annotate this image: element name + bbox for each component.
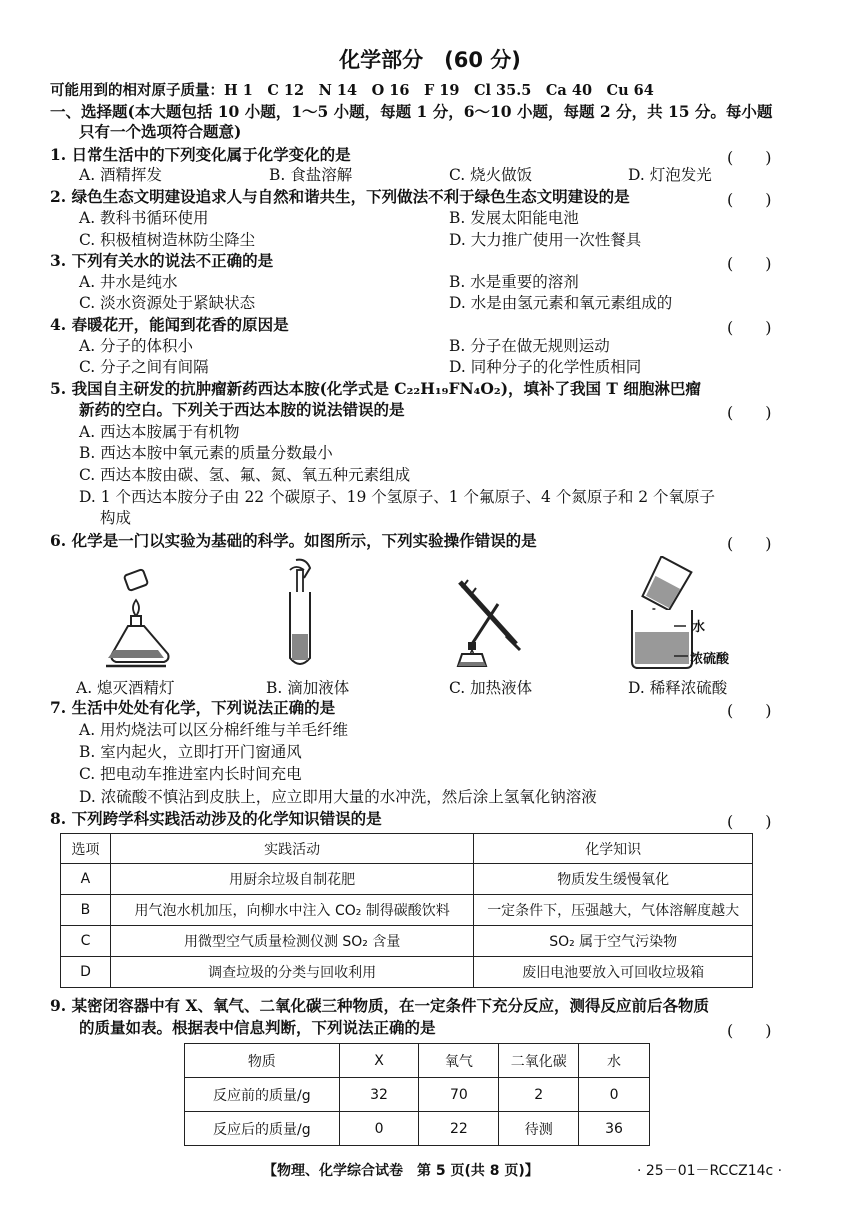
q8-answer-bracket[interactable]: ( ) — [727, 812, 772, 831]
q4-answer-bracket[interactable]: ( ) — [727, 318, 772, 337]
page-title: 化学部分 (60 分) — [339, 48, 521, 72]
q1-stem: 1. 日常生活中的下列变化属于化学变化的是 — [50, 145, 351, 164]
q9-answer-bracket[interactable]: ( ) — [727, 1021, 772, 1040]
table-cell: 调查垃圾的分类与回收利用 — [110, 957, 473, 988]
q4-option-c[interactable]: C. 分子之间有间隔 — [79, 358, 209, 376]
atomic-masses: 可能用到的相对原子质量：H 1 C 12 N 14 O 16 F 19 Cl 35.5 Ca 40 Cu 64 — [50, 82, 654, 99]
table-cell: 废旧电池要放入可回收垃圾箱 — [474, 957, 753, 988]
q1-option-a[interactable]: A. 酒精挥发 — [79, 166, 163, 184]
q7-option-c[interactable]: C. 把电动车推进室内长时间充电 — [79, 765, 302, 783]
q5-answer-bracket[interactable]: ( ) — [727, 403, 772, 422]
table-cell: 2 — [499, 1078, 579, 1112]
q4-option-b[interactable]: B. 分子在做无规则运动 — [449, 337, 610, 355]
table-cell: 用气泡水机加压，向柳水中注入 CO₂ 制得碳酸饮料 — [110, 895, 473, 926]
q2-option-c[interactable]: C. 积极植树造林防尘降尘 — [79, 231, 256, 249]
q8-table — [60, 833, 753, 988]
q2-stem: 2. 绿色生态文明建设追求人与自然和谐共生，下列做法不利于绿色生态文明建设的是 — [50, 187, 630, 206]
table-header-cell: 氧气 — [419, 1044, 499, 1078]
q9-table — [184, 1043, 650, 1146]
section-heading-line1: 一、选择题(本大题包括 10 小题，1～5 小题，每题 1 分，6～10 小题，每题 2 分，共 15 分。每小题 — [50, 102, 773, 121]
q2-option-b[interactable]: B. 发展太阳能电池 — [449, 209, 579, 227]
table-cell: A — [61, 864, 111, 895]
table-cell: 32 — [339, 1078, 419, 1112]
q1-option-b[interactable]: B. 食盐溶解 — [269, 166, 353, 184]
q6-label-water: 水 — [692, 620, 706, 635]
table-cell: 反应前的质量/g — [185, 1078, 340, 1112]
section-heading-line2: 只有一个选项符合题意) — [79, 122, 242, 141]
q5-option-d-line1[interactable]: D. 1 个西达本胺分子由 22 个碳原子、19 个氢原子、1 个氟原子、4 个氮原子和 2 个氧原子 — [79, 488, 716, 506]
q4-option-d[interactable]: D. 同种分子的化学性质相同 — [449, 358, 642, 376]
table-row — [185, 1112, 650, 1146]
q3-option-c[interactable]: C. 淡水资源处于紧缺状态 — [79, 294, 256, 312]
q5-stem-line1: 5. 我国自主研发的抗肿瘤新药西达本胺(化学式是 C₂₂H₁₉FN₄O₂)，填补了我国 T 细胞淋巴瘤 — [50, 379, 701, 398]
footer-code: · 25－01－RCCZ14c · — [637, 1163, 783, 1179]
q3-option-b[interactable]: B. 水是重要的溶剂 — [449, 273, 579, 291]
q3-option-a[interactable]: A. 井水是纯水 — [79, 273, 178, 291]
q9-stem-line1: 9. 某密闭容器中有 X、氧气、二氧化碳三种物质，在一定条件下充分反应，测得反应前后各物质 — [50, 996, 710, 1015]
q7-option-d[interactable]: D. 浓硫酸不慎沾到皮肤上，应立即用大量的水冲洗，然后涂上氢氧化钠溶液 — [79, 788, 597, 806]
table-header-row — [61, 834, 753, 864]
q6-label-acid: 浓硫酸 — [690, 652, 730, 667]
q9-stem-line2: 的质量如表。根据表中信息判断，下列说法正确的是 — [79, 1018, 436, 1037]
q2-answer-bracket[interactable]: ( ) — [727, 190, 772, 209]
table-cell: 待测 — [499, 1112, 579, 1146]
q4-stem: 4. 春暖花开，能闻到花香的原因是 — [50, 315, 289, 334]
table-header-cell: X — [339, 1044, 419, 1078]
q6-answer-bracket[interactable]: ( ) — [727, 534, 772, 553]
table-cell: C — [61, 926, 111, 957]
q6-caption-d[interactable]: D. 稀释浓硫酸 — [628, 679, 728, 697]
table-cell: 用微型空气质量检测仪测 SO₂ 含量 — [110, 926, 473, 957]
table-row — [61, 864, 753, 895]
q5-option-d-line2: 构成 — [100, 509, 132, 527]
footer-page-info: 【物理、化学综合试卷 第 5 页(共 8 页)】 — [263, 1163, 539, 1179]
table-cell: 反应后的质量/g — [185, 1112, 340, 1146]
table-cell: B — [61, 895, 111, 926]
q7-option-b[interactable]: B. 室内起火，立即打开门窗通风 — [79, 743, 302, 761]
table-header-row — [185, 1044, 650, 1078]
table-header-cell: 化学知识 — [474, 834, 753, 864]
q7-stem: 7. 生活中处处有化学，下列说法正确的是 — [50, 698, 336, 717]
q3-stem: 3. 下列有关水的说法不正确的是 — [50, 251, 274, 270]
table-row — [185, 1078, 650, 1112]
q1-option-d[interactable]: D. 灯泡发光 — [628, 166, 712, 184]
table-cell: SO₂ 属于空气污染物 — [474, 926, 753, 957]
q6-caption-a[interactable]: A. 熄灭酒精灯 — [76, 679, 175, 697]
table-cell: 22 — [419, 1112, 499, 1146]
q2-option-d[interactable]: D. 大力推广使用一次性餐具 — [449, 231, 642, 249]
table-row — [61, 926, 753, 957]
heating-liquid-figure — [446, 574, 536, 674]
q7-option-a[interactable]: A. 用灼烧法可以区分棉纤维与羊毛纤维 — [79, 721, 349, 739]
table-cell: 36 — [579, 1112, 650, 1146]
q5-stem-line2: 新药的空白。下列关于西达本胺的说法错误的是 — [79, 400, 405, 419]
q6-caption-b[interactable]: B. 滴加液体 — [266, 679, 350, 697]
q7-answer-bracket[interactable]: ( ) — [727, 701, 772, 720]
q3-answer-bracket[interactable]: ( ) — [727, 254, 772, 273]
q5-option-a[interactable]: A. 西达本胺属于有机物 — [79, 423, 240, 441]
q6-caption-c[interactable]: C. 加热液体 — [449, 679, 533, 697]
q1-option-c[interactable]: C. 烧火做饭 — [449, 166, 533, 184]
q2-option-a[interactable]: A. 教科书循环使用 — [79, 209, 209, 227]
q8-stem: 8. 下列跨学科实践活动涉及的化学知识错误的是 — [50, 809, 382, 828]
table-row — [61, 895, 753, 926]
table-header-cell: 选项 — [61, 834, 111, 864]
table-cell: 70 — [419, 1078, 499, 1112]
table-cell: 0 — [339, 1112, 419, 1146]
q5-option-b[interactable]: B. 西达本胺中氧元素的质量分数最小 — [79, 444, 333, 462]
table-cell: 一定条件下，压强越大，气体溶解度越大 — [474, 895, 753, 926]
q6-stem: 6. 化学是一门以实验为基础的科学。如图所示，下列实验操作错误的是 — [50, 531, 537, 550]
table-cell: 用厨余垃圾自制花肥 — [110, 864, 473, 895]
table-header-cell: 二氧化碳 — [499, 1044, 579, 1078]
table-header-cell: 实践活动 — [110, 834, 473, 864]
q5-option-c[interactable]: C. 西达本胺由碳、氢、氟、氮、氧五种元素组成 — [79, 466, 411, 484]
table-header-cell: 物质 — [185, 1044, 340, 1078]
q1-answer-bracket[interactable]: ( ) — [727, 148, 772, 167]
table-header-cell: 水 — [579, 1044, 650, 1078]
q4-option-a[interactable]: A. 分子的体积小 — [79, 337, 194, 355]
alcohol-lamp-figure — [100, 568, 180, 673]
table-row — [61, 957, 753, 988]
table-cell: D — [61, 957, 111, 988]
table-cell: 物质发生缓慢氧化 — [474, 864, 753, 895]
dropping-liquid-figure — [278, 556, 328, 671]
q3-option-d[interactable]: D. 水是由氢元素和氧元素组成的 — [449, 294, 673, 312]
table-cell: 0 — [579, 1078, 650, 1112]
